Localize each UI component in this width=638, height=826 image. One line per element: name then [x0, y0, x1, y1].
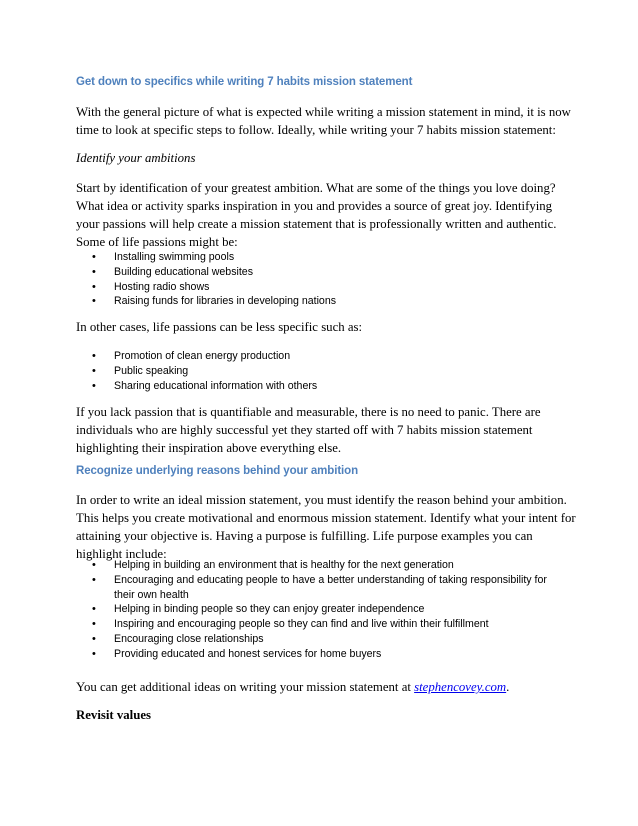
subheading-identify-ambitions: Identify your ambitions [76, 151, 196, 165]
ambitions-paragraph: Start by identification of your greatest ambition. What are some of the things you love doing? What idea or activity sparks inspiration in you and provides a source of great joy. Identifying your passions will help create a mission statement that is professionally written and authentic. Some of life passions might be: [76, 181, 557, 249]
purpose-list [92, 558, 562, 662]
section-heading-reasons: Recognize underlying reasons behind your ambition [76, 465, 358, 477]
list-item: • Helping in binding people so they can enjoy greater independence [92, 602, 562, 617]
less-specific-list [92, 349, 562, 393]
lack-passion-paragraph: If you lack passion that is quantifiable and measurable, there is no need to panic. There are individuals who are highly successful yet they started off with 7 habits mission statement highlighting their inspiration above everything else. [76, 405, 541, 455]
intro-paragraph: With the general picture of what is expected while writing a mission statement in mind, it is now time to look at specific steps to follow. Ideally, while writing your 7 habits mission statement: [76, 105, 571, 137]
additional-ideas-paragraph [76, 678, 576, 696]
reasons-paragraph: In order to write an ideal mission statement, you must identify the reason behind your ambition. This helps you create motivational and enormous mission statement. Identify what your intent for attaining your objective is. Having a purpose is fulfilling. Life purpose examples you can highlight include: [76, 493, 576, 561]
list-item: • Encouraging close relationships [92, 632, 562, 647]
stephencovey-link[interactable]: stephencovey.com [414, 680, 507, 694]
passions-list [92, 250, 562, 309]
list-item: • Hosting radio shows [92, 280, 562, 295]
list-item: • Promotion of clean energy production [92, 349, 562, 364]
list-item: • Inspiring and encouraging people so they can find and live within their fulfillment [92, 617, 562, 632]
list-item: • Encouraging and educating people to have a better understanding of taking responsibility for their own health [92, 573, 562, 603]
list-item: • Sharing educational information with others [92, 379, 562, 394]
list-item: • Providing educated and honest services for home buyers [92, 647, 562, 662]
ideas-suffix-text: . [506, 680, 510, 694]
revisit-values-heading: Revisit values [76, 708, 152, 722]
list-item: • Raising funds for libraries in developing nations [92, 294, 562, 309]
other-cases-paragraph: In other cases, life passions can be less specific such as: [76, 320, 363, 334]
section-heading-specifics: Get down to specifics while writing 7 habits mission statement [76, 76, 413, 88]
ideas-prefix-text: You can get additional ideas on writing your mission statement at [76, 680, 415, 694]
list-item: • Building educational websites [92, 265, 562, 280]
list-item: • Helping in building an environment that is healthy for the next generation [92, 558, 562, 573]
list-item: • Installing swimming pools [92, 250, 562, 265]
list-item: • Public speaking [92, 364, 562, 379]
